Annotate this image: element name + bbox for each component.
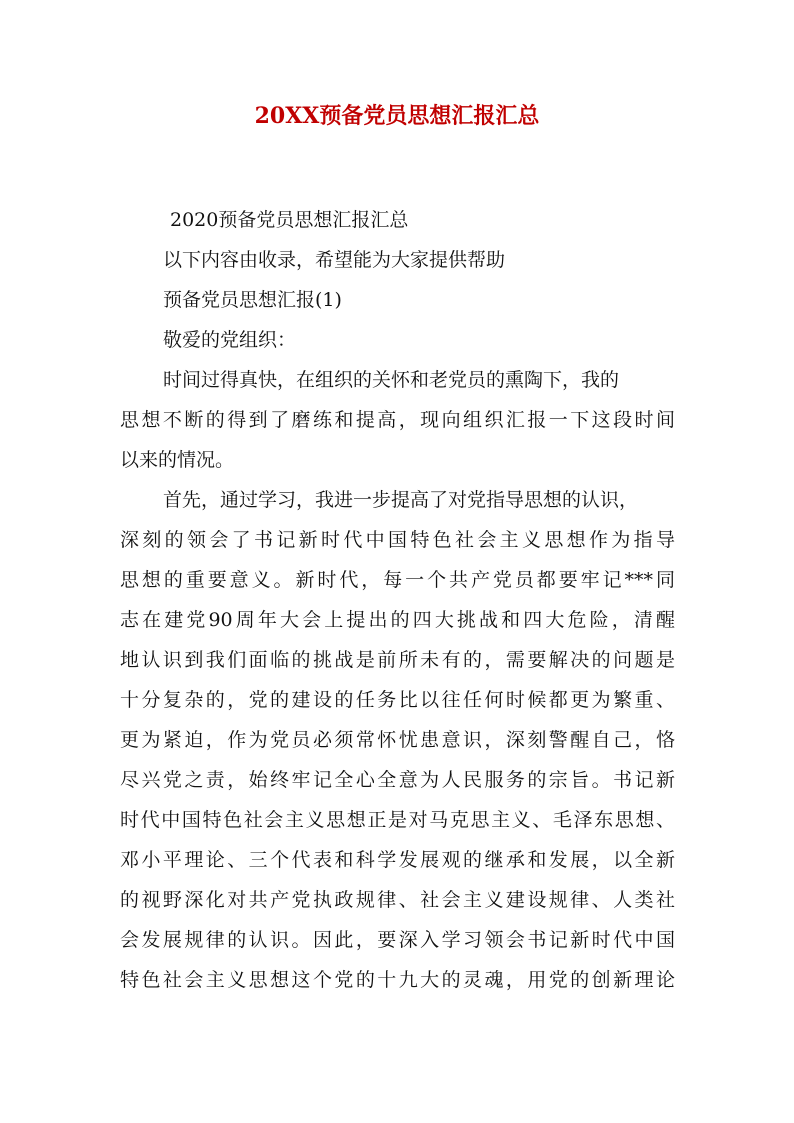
body-line: 更为紧迫，作为党员必须常怀忧患意识，深刻警醒自己，恪 [120,729,675,751]
document-title: 20XX预备党员思想汇报汇总 [254,103,540,129]
body-line: 以来的情况。 [120,449,235,471]
body-line: 十分复杂的，党的建设的任务比以往任何时候都更为繁重、 [120,689,675,711]
body-line: 以下内容由收录，希望能为大家提供帮助 [163,249,506,271]
body-line: 时代中国特色社会主义思想正是对马克思主义、毛泽东思想、 [120,809,675,831]
body-line: 预备党员思想汇报(1) [163,289,342,311]
body-line: 思想不断的得到了磨练和提高，现向组织汇报一下这段时间 [120,409,675,431]
body-line: 2020预备党员思想汇报汇总 [170,209,409,231]
body-line: 首先，通过学习，我进一步提高了对党指导思想的认识， [163,489,639,511]
body-line: 尽兴党之责，始终牢记全心全意为人民服务的宗旨。书记新 [120,769,675,791]
body-line: 思想的重要意义。新时代，每一个共产党员都要牢记***同 [120,569,675,591]
body-line: 邓小平理论、三个代表和科学发展观的继承和发展，以全新 [120,849,675,871]
body-line: 时间过得真快，在组织的关怀和老党员的熏陶下，我的 [163,369,620,391]
body-line: 志在建党90周年大会上提出的四大挑战和四大危险，清醒 [120,609,675,631]
body-line: 的视野深化对共产党执政规律、社会主义建设规律、人类社 [120,889,675,911]
body-line: 特色社会主义思想这个党的十九大的灵魂，用党的创新理论 [120,969,675,991]
document-body [120,200,675,1000]
body-line: 敬爱的党组织： [163,329,297,351]
body-line: 深刻的领会了书记新时代中国特色社会主义思想作为指导 [120,529,675,551]
body-line: 地认识到我们面临的挑战是前所未有的，需要解决的问题是 [120,649,675,671]
body-line: 会发展规律的认识。因此，要深入学习领会书记新时代中国 [120,929,675,951]
